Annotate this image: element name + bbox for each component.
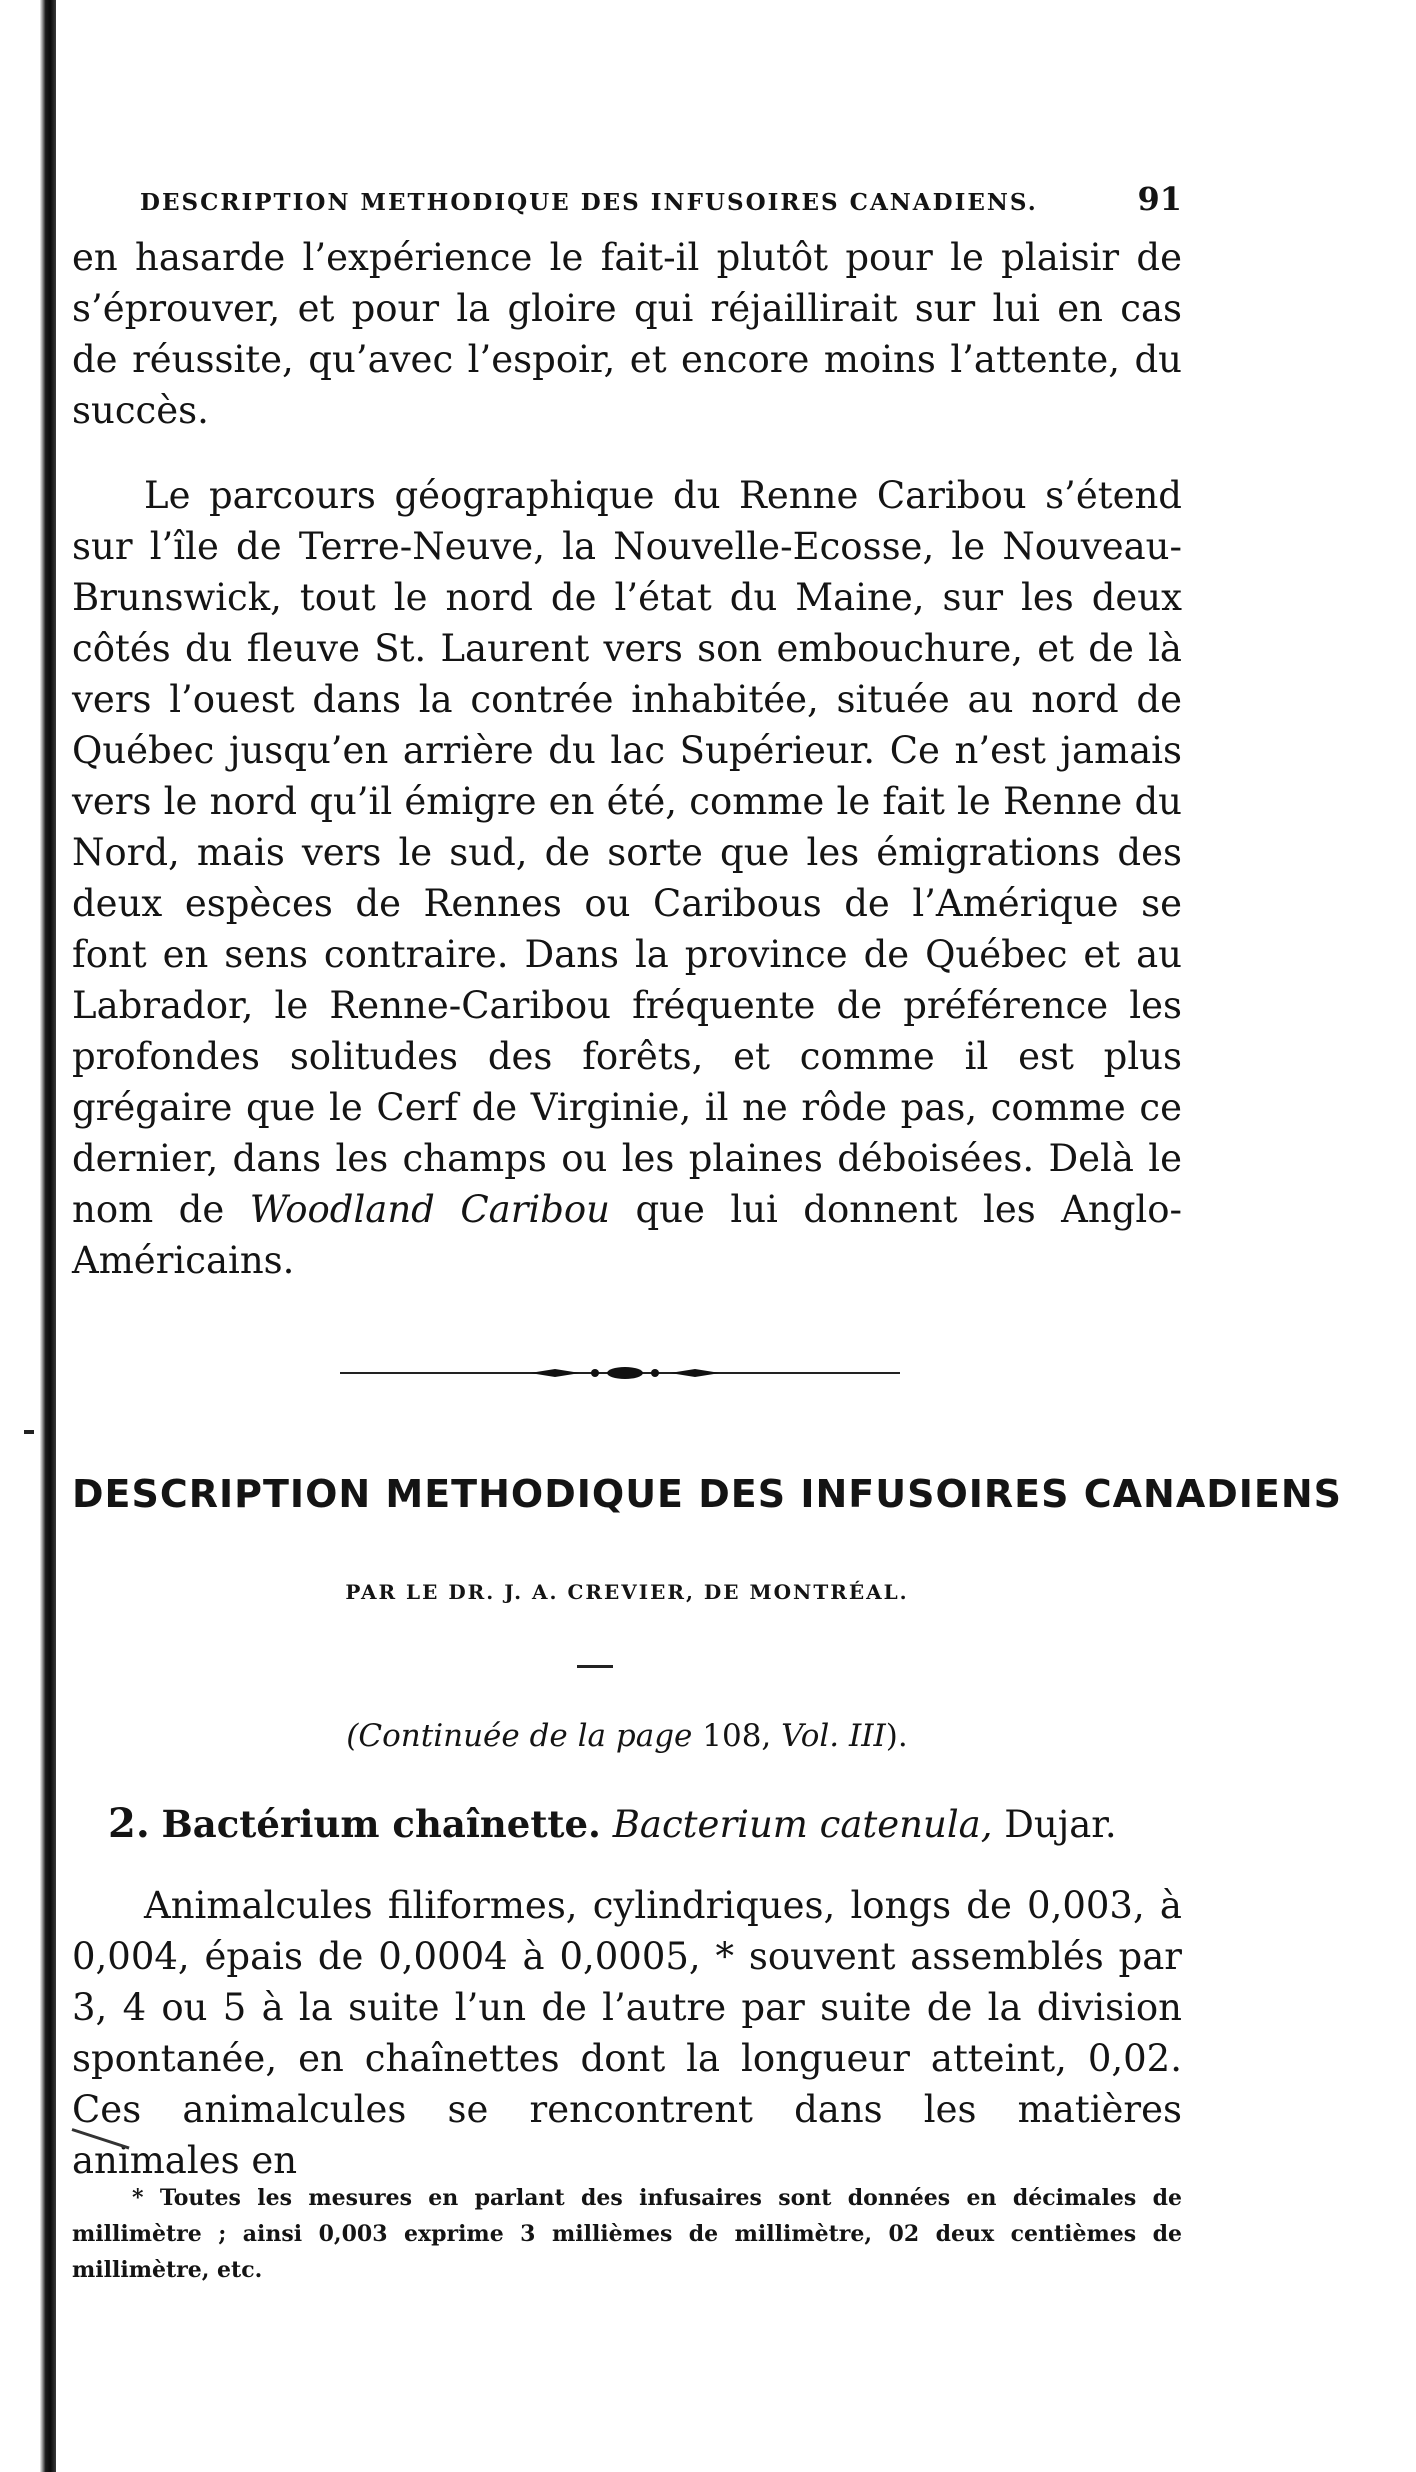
author-byline: PAR LE DR. J. A. CREVIER, DE MONTRÉAL. bbox=[345, 1580, 909, 1604]
continuation-prefix: (Continuée de la page bbox=[346, 1718, 693, 1754]
species-latin-name: Bacterium catenula, bbox=[612, 1803, 993, 1846]
book-spine bbox=[40, 0, 56, 2472]
continuation-volume: Vol. III bbox=[781, 1718, 886, 1754]
section-divider-ornament bbox=[340, 1358, 900, 1388]
running-title: DESCRIPTION METHODIQUE DES INFUSOIRES CANADIENS. bbox=[140, 189, 1038, 216]
continuation-page: 108, bbox=[702, 1718, 772, 1754]
continuation-suffix: ). bbox=[885, 1718, 908, 1754]
species-number: 2. bbox=[108, 1800, 150, 1847]
running-head bbox=[140, 180, 1182, 218]
page-number: 91 bbox=[1137, 180, 1182, 218]
margin-mark bbox=[24, 1430, 34, 1434]
paragraph-end: que lui donnent les Anglo-Américains. bbox=[72, 1188, 1183, 1282]
species-name: Bactérium chaînette. bbox=[161, 1802, 601, 1846]
paragraph-species-description: Animalcules filiformes, cylindriques, longs de 0,003, à 0,004, épais de 0,0004 à 0,0005, * souvent assemblés par 3, 4 ou 5 à la suite l’un de l’autre par suite de la division spontanée, en chaînettes dont la longueur atteint, 0,02. Ces animalcules se rencontrent dans les matières animales en bbox=[72, 1884, 1182, 2182]
species-author: Dujar. bbox=[1004, 1803, 1117, 1846]
species-heading bbox=[108, 1800, 1182, 1847]
continuation-note bbox=[72, 1718, 1182, 1754]
book-page bbox=[72, 0, 1343, 2472]
paragraph-caribou-range bbox=[72, 470, 1182, 1286]
paragraph-continuation: en hasarde l’expérience le fait-il plutôt pour le plaisir de s’éprouver, et pour la gloire qui réjaillirait sur lui en cas de réussite, qu’avec l’espoir, et encore moins l’attente, du succès. bbox=[72, 236, 1182, 432]
footnote: * Toutes les mesures en parlant des infusaires sont données en décimales de millimètre ; ainsi 0,003 exprime 3 millièmes de millimètre, 02 deux centièmes de millimètre, etc. bbox=[72, 2185, 1182, 2283]
article-title: DESCRIPTION METHODIQUE DES INFUSOIRES CANADIENS bbox=[72, 1472, 1343, 1516]
paragraph-text: Le parcours géographique du Renne Caribou s’étend sur l’île de Terre-Neuve, la Nouvelle-Ecosse, le Nouveau-Brunswick, tout le nord de l’état du Maine, sur les deux côtés du fleuve St. Laurent vers son embouchure, et de là vers l’ouest dans la contrée inhabitée, située au nord de Québec jusqu’en arrière du lac Supérieur. Ce n’est jamais vers le nord qu’il émigre en été, comme le fait le Renne du Nord, mais vers le sud, de sorte que les émigrations des deux espèces de Rennes ou Caribous de l’Amérique se font en sens contraire. Dans la province de Québec et au Labrador, le Renne-Caribou fréquente de préférence les profondes solitudes des forêts, et comme il est plus grégaire que le Cerf de Virginie, il ne rôde pas, comme ce dernier, dans les champs ou les plaines déboisées. Delà le nom de bbox=[72, 474, 1182, 1231]
italic-term: Woodland Caribou bbox=[249, 1188, 611, 1231]
short-rule bbox=[577, 1665, 613, 1668]
